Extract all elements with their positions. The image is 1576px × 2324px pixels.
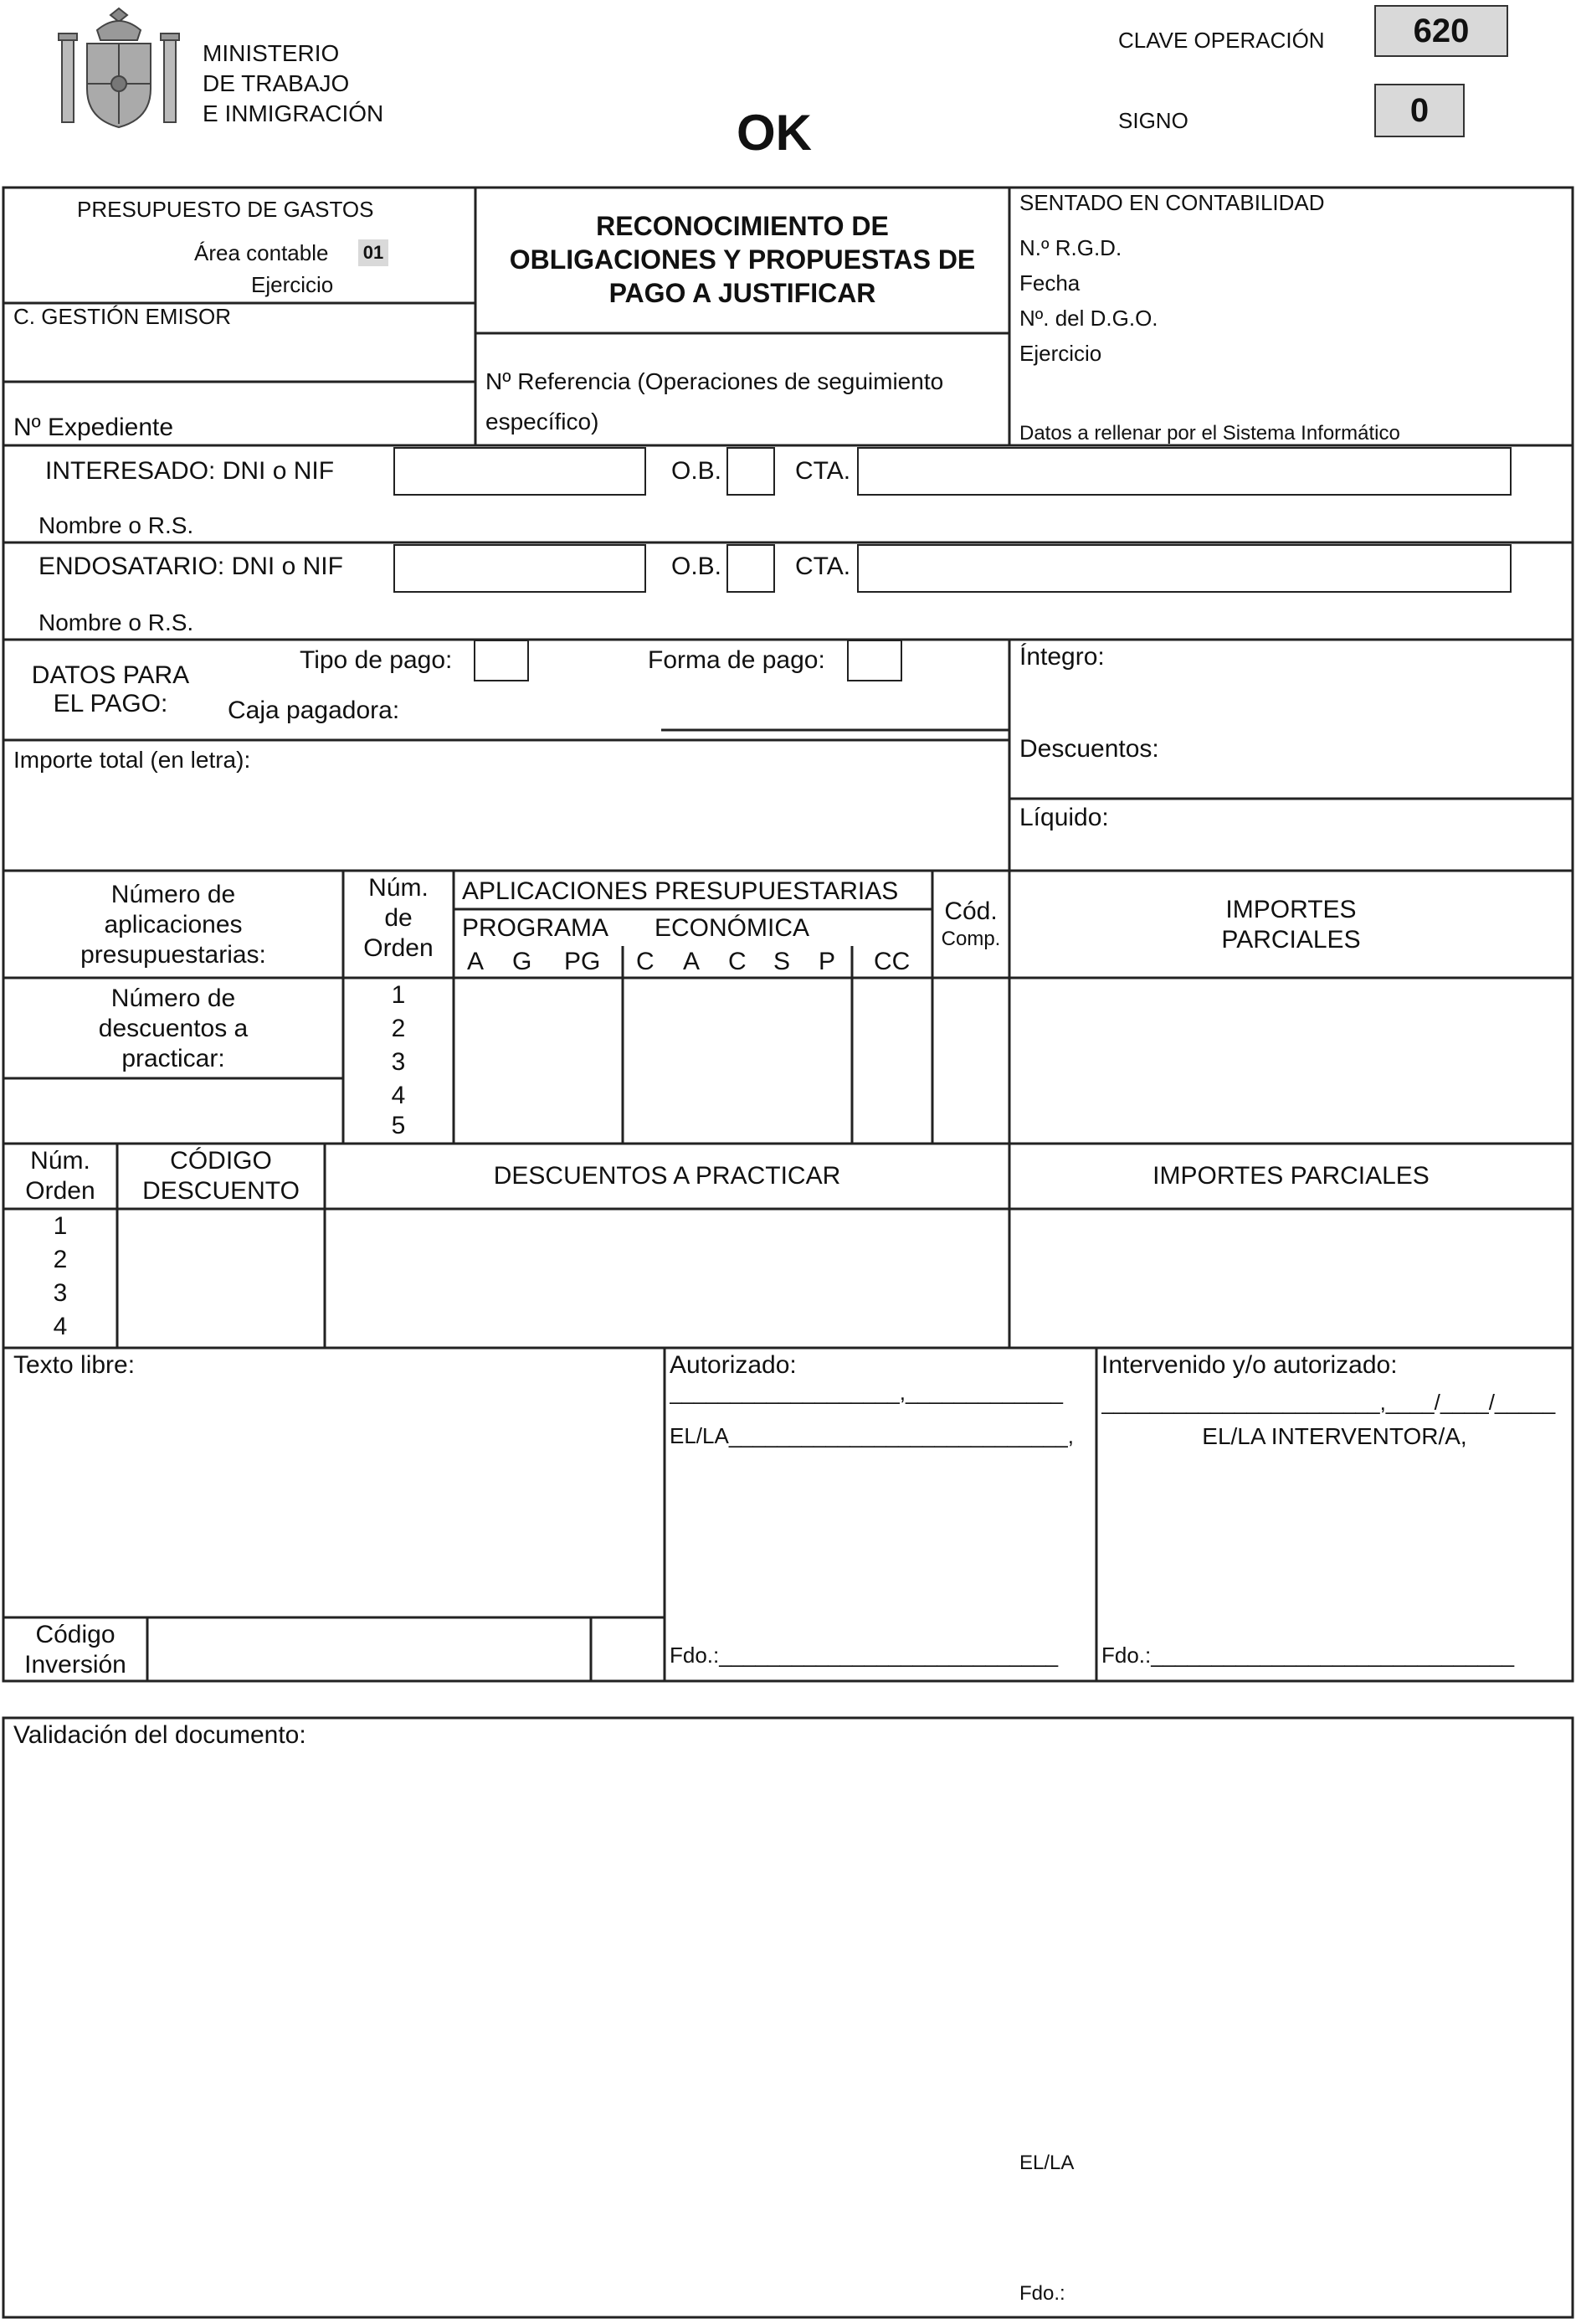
endosatario-ob-input[interactable] bbox=[726, 544, 775, 593]
signo-label: SIGNO bbox=[1118, 108, 1188, 133]
subcol-c2: C bbox=[728, 948, 747, 975]
aplicaciones-presupuestarias-header: APLICACIONES PRESUPUESTARIAS bbox=[462, 877, 899, 905]
datos-sistema-label: Datos a rellenar por el Sistema Informático bbox=[1019, 422, 1400, 445]
interesado-ob-input[interactable] bbox=[726, 447, 775, 496]
tipo-pago-input[interactable] bbox=[474, 640, 529, 681]
intervenido-label: Intervenido y/o autorizado: bbox=[1101, 1351, 1398, 1379]
subcol-p: P bbox=[819, 948, 836, 975]
endosatario-cta-label: CTA. bbox=[795, 553, 851, 580]
subcol-pg: PG bbox=[564, 948, 601, 975]
descuento-num-orden-line2: Orden bbox=[25, 1177, 95, 1205]
endosatario-ob-label: O.B. bbox=[671, 553, 722, 580]
descuentos-importes-parciales-header: IMPORTES PARCIALES bbox=[1152, 1162, 1430, 1190]
intervenido-fdo-line[interactable]: Fdo.:______________________________ bbox=[1101, 1643, 1515, 1668]
codigo-inversion-line1: Código bbox=[35, 1621, 116, 1648]
datos-pago-label-line1: DATOS PARA bbox=[31, 661, 190, 689]
sentado-contabilidad-label: SENTADO EN CONTABILIDAD bbox=[1019, 190, 1325, 215]
subcol-s: S bbox=[773, 948, 791, 975]
texto-libre-label: Texto libre: bbox=[13, 1351, 136, 1379]
caja-pagadora-label: Caja pagadora: bbox=[228, 697, 400, 724]
expediente-label: Nº Expediente bbox=[13, 414, 174, 441]
importe-letra-label: Importe total (en letra): bbox=[13, 747, 251, 773]
interesado-cta-input[interactable] bbox=[857, 447, 1512, 496]
descuento-row-2: 2 bbox=[53, 1246, 68, 1273]
gestion-emisor-label: C. GESTIÓN EMISOR bbox=[13, 304, 232, 329]
autorizado-place-date-line[interactable]: ___________________,_____________ bbox=[670, 1380, 1063, 1405]
numero-descuentos-line1: Número de bbox=[110, 985, 236, 1012]
area-contable-value: 01 bbox=[358, 239, 388, 266]
ministry-name-line2: DE TRABAJO bbox=[203, 70, 350, 96]
ministry-name-line1: MINISTERIO bbox=[203, 40, 340, 66]
descuento-num-orden-line1: Núm. bbox=[30, 1147, 90, 1175]
descuento-row-1: 1 bbox=[53, 1212, 68, 1240]
interesado-dni-label: INTERESADO: DNI o NIF bbox=[45, 457, 335, 485]
rgd-label: N.º R.G.D. bbox=[1019, 235, 1122, 260]
integro-label: Íntegro: bbox=[1019, 643, 1105, 671]
economica-header: ECONÓMICA bbox=[655, 914, 810, 942]
subcol-a: A bbox=[467, 948, 485, 975]
clave-operacion-value: 620 bbox=[1374, 5, 1508, 57]
validacion-label: Validación del documento: bbox=[13, 1721, 306, 1749]
presupuesto-gastos-label: PRESUPUESTO DE GASTOS bbox=[77, 197, 374, 222]
ejercicio-label: Ejercicio bbox=[251, 272, 334, 297]
ministry-name-line3: E INMIGRACIÓN bbox=[203, 100, 384, 126]
numero-aplicaciones-line1: Número de bbox=[110, 881, 236, 908]
numero-aplicaciones-line2: aplicaciones bbox=[104, 911, 243, 938]
num-orden-line3: Orden bbox=[363, 934, 434, 962]
autorizado-ella-line[interactable]: EL/LA____________________________, bbox=[670, 1423, 1074, 1448]
endosatario-cta-input[interactable] bbox=[857, 544, 1512, 593]
codigo-descuento-line2: DESCUENTO bbox=[142, 1177, 300, 1205]
aplicacion-row-4: 4 bbox=[391, 1082, 406, 1109]
numero-aplicaciones-line3: presupuestarias: bbox=[80, 941, 266, 969]
clave-operacion-label: CLAVE OPERACIÓN bbox=[1118, 28, 1325, 53]
referencia-label-line1: Nº Referencia (Operaciones de seguimiento bbox=[485, 368, 944, 394]
descuento-row-4: 4 bbox=[53, 1313, 68, 1340]
num-orden-line2: de bbox=[384, 904, 413, 932]
codigo-inversion-line2: Inversión bbox=[24, 1651, 126, 1679]
referencia-label-line2: específico) bbox=[485, 409, 599, 434]
subcol-g: G bbox=[512, 948, 532, 975]
descuentos-label: Descuentos: bbox=[1019, 735, 1159, 763]
validacion-fdo-label: Fdo.: bbox=[1019, 2282, 1065, 2305]
importes-parciales-line2: PARCIALES bbox=[1221, 926, 1361, 954]
descuentos-practicar-header: DESCUENTOS A PRACTICAR bbox=[493, 1162, 841, 1190]
numero-descuentos-line2: descuentos a bbox=[98, 1015, 249, 1042]
fecha-label: Fecha bbox=[1019, 270, 1081, 296]
area-contable-label: Área contable bbox=[194, 240, 329, 265]
descuento-row-3: 3 bbox=[53, 1279, 68, 1307]
subcol-cc: CC bbox=[874, 948, 911, 975]
autorizado-fdo-line[interactable]: Fdo.:____________________________ bbox=[670, 1643, 1059, 1668]
aplicacion-row-1: 1 bbox=[391, 981, 406, 1009]
cod-comp-line1: Cód. bbox=[944, 897, 998, 925]
form-title-line2: OBLIGACIONES Y PROPUESTAS DE bbox=[509, 244, 976, 275]
forma-pago-label: Forma de pago: bbox=[648, 646, 825, 674]
form-title-line1: RECONOCIMIENTO DE bbox=[596, 211, 889, 241]
validacion-ella-label: EL/LA bbox=[1019, 2152, 1075, 2174]
intervenido-place-date-line[interactable]: _______________________,____/____/_____ bbox=[1101, 1390, 1556, 1415]
programa-header: PROGRAMA bbox=[462, 914, 609, 942]
aplicacion-row-5: 5 bbox=[391, 1112, 406, 1139]
tipo-pago-label: Tipo de pago: bbox=[300, 646, 453, 674]
interesado-ob-label: O.B. bbox=[671, 457, 722, 485]
subcol-a2: A bbox=[683, 948, 701, 975]
datos-pago-label-line2: EL PAGO: bbox=[53, 690, 168, 717]
aplicacion-row-3: 3 bbox=[391, 1048, 406, 1076]
importes-parciales-line1: IMPORTES bbox=[1225, 896, 1357, 923]
autorizado-label: Autorizado: bbox=[670, 1351, 797, 1379]
interesado-cta-label: CTA. bbox=[795, 457, 851, 485]
interesado-dni-input[interactable] bbox=[393, 447, 646, 496]
endosatario-dni-label: ENDOSATARIO: DNI o NIF bbox=[39, 553, 343, 580]
num-orden-line1: Núm. bbox=[368, 874, 429, 902]
signo-value: 0 bbox=[1374, 84, 1465, 137]
endosatario-nombre-label: Nombre o R.S. bbox=[39, 609, 194, 635]
ok-label: OK bbox=[737, 105, 812, 161]
interesado-nombre-label: Nombre o R.S. bbox=[39, 512, 194, 538]
cod-comp-line2: Comp. bbox=[941, 928, 1001, 950]
interventor-label: EL/LA INTERVENTOR/A, bbox=[1202, 1423, 1467, 1449]
subcol-c: C bbox=[636, 948, 655, 975]
liquido-label: Líquido: bbox=[1019, 804, 1109, 831]
form-title-line3: PAGO A JUSTIFICAR bbox=[608, 278, 876, 308]
dgo-label: Nº. del D.G.O. bbox=[1019, 306, 1158, 331]
numero-descuentos-line3: practicar: bbox=[121, 1045, 225, 1072]
forma-pago-input[interactable] bbox=[847, 640, 902, 681]
ejercicio-contabilidad-label: Ejercicio bbox=[1019, 341, 1102, 366]
endosatario-dni-input[interactable] bbox=[393, 544, 646, 593]
codigo-descuento-line1: CÓDIGO bbox=[170, 1147, 272, 1175]
aplicacion-row-2: 2 bbox=[391, 1015, 406, 1042]
